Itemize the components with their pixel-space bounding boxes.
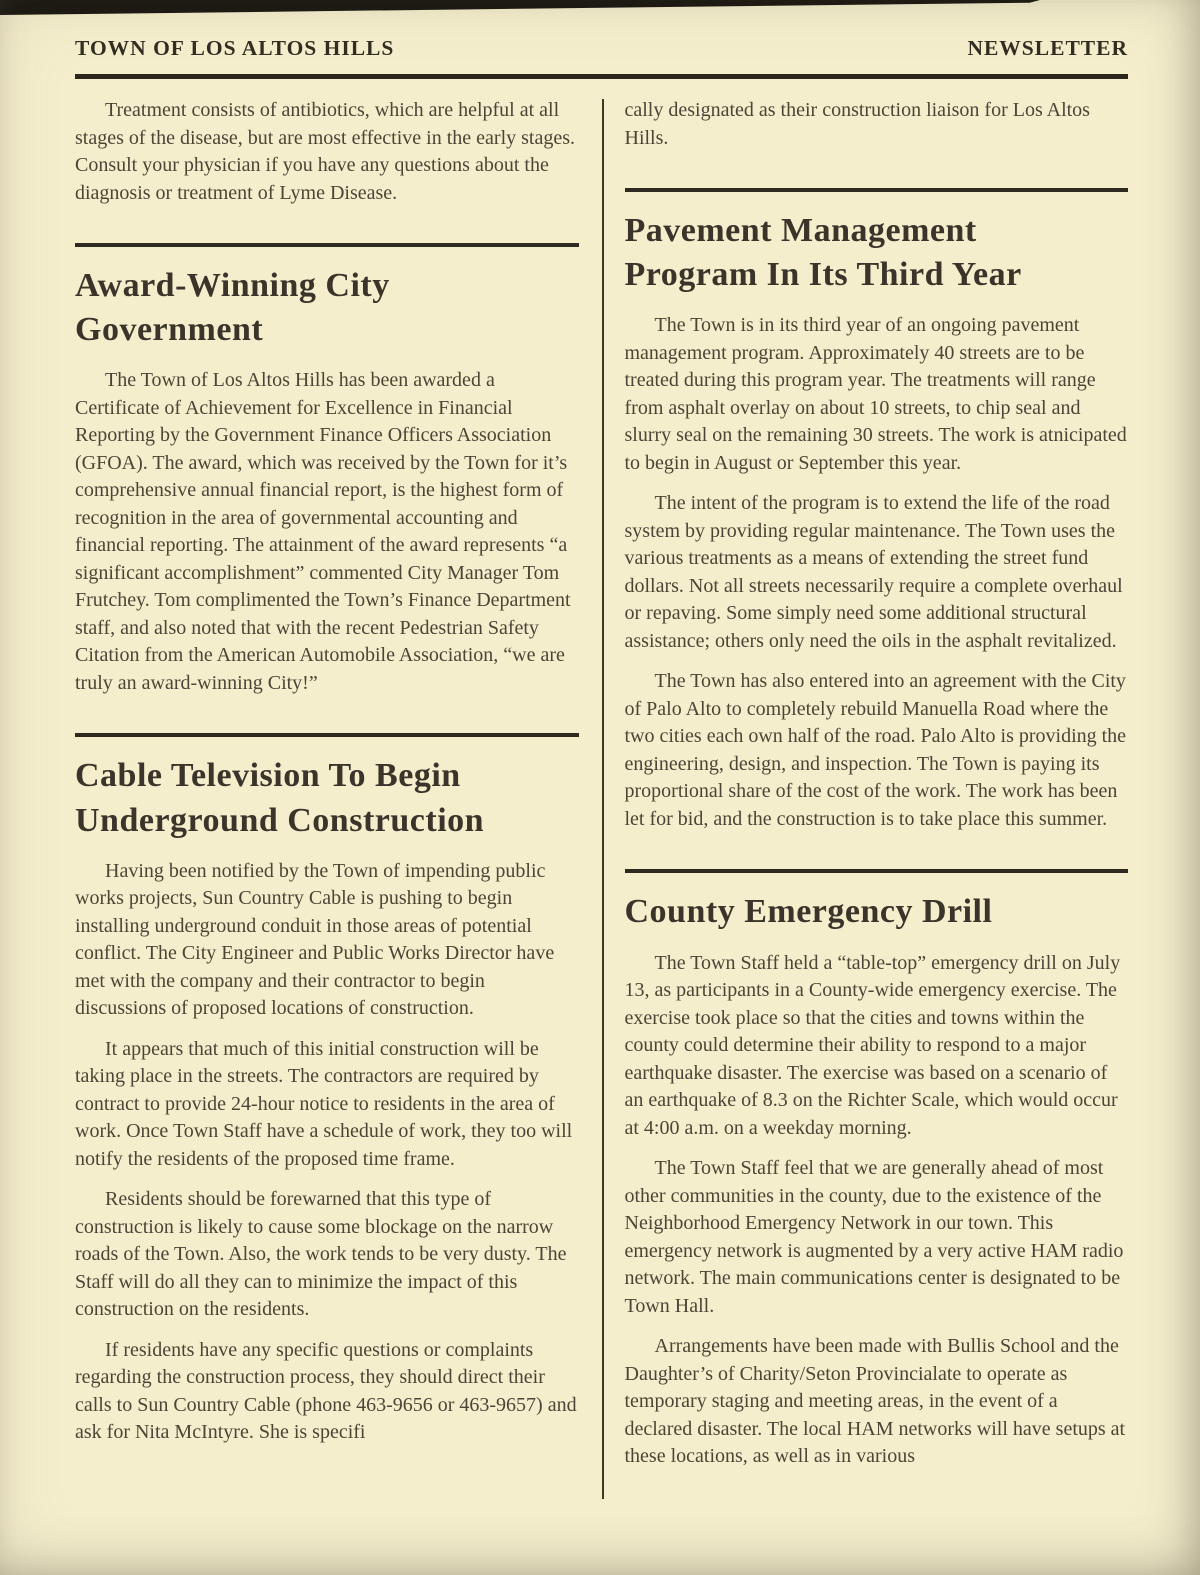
article-title: Award-Winning City Government bbox=[75, 267, 390, 349]
article-paragraph: The Town has also entered into an agreement with the City of Palo Alto to completely rebuild Manuella Road where the two cities each own half of the road. Palo Alto is providing the engineering, design, and inspection. The Town is paying its proportional share of the cost of the work. The work has been let for bid, and the construction is to take place this summer. bbox=[624, 670, 1127, 830]
right-column bbox=[625, 97, 1129, 1559]
article-paragraph: Arrangements have been made with Bullis School and the Daughter’s of Charity/Seton Provincialate to operate as temporary staging and meeting areas, in the event of a declared disaster. The local HAM networks will have setups at these locations, as well as in various bbox=[624, 1335, 1126, 1468]
section-rule bbox=[75, 243, 579, 247]
article-title: Pavement Management Program In Its Third Year bbox=[624, 212, 1022, 294]
article-paragraph: The intent of the program is to extend the life of the road system by providing regular maintenance. The Town uses the various treatments as a means of extending the street fund dollars. Not all streets necessarily require a complete overhaul or repaving. Some simply need some additional structural assistance; others only need the oils in the asphalt revitalized. bbox=[624, 492, 1123, 652]
article-paragraph: It appears that much of this initial construction will be taking place in the streets. The contractors are required by contract to provide 24-hour notice to residents in the area of work. Once Town Staff have a schedule of work, they too will notify the residents of the proposed time frame. bbox=[75, 1037, 573, 1170]
article-county-emergency-drill bbox=[625, 869, 1129, 1470]
article-paragraph: The Town of Los Altos Hills has been awarded a Certificate of Achievement for Excellence in Financial Reporting by the Government Finance Officers Association (GFOA). The award, which was received by the Town for it’s comprehensive annual financial report, is the highest form of recognition in the area of governmental accounting and financial reporting. The attainment of the award represents “a significant accomplishment” commented City Manager Tom Frutchey. Tom complimented the Town’s Finance Department staff, and also noted that with the recent Pedestrian Safety Citation from the American Automobile Association, “we are truly an award-winning City!” bbox=[75, 369, 571, 694]
article-award-winning-city-government bbox=[75, 243, 579, 697]
section-rule bbox=[625, 869, 1129, 873]
cable-liaison-continuation-paragraph: cally designated as their construction liaison for Los Altos Hills. bbox=[624, 99, 1090, 149]
section-rule bbox=[625, 188, 1129, 192]
content-columns bbox=[75, 97, 1128, 1559]
article-paragraph: Having been notified by the Town of impending public works projects, Sun Country Cable is pushing to begin installing underground conduit in those areas of potential conflict. The City Engineer and Public Works Director have met with the company and their contractor to begin discussions of proposed locations of construction. bbox=[75, 859, 555, 1020]
page-header bbox=[75, 36, 1128, 61]
article-title: County Emergency Drill bbox=[624, 893, 993, 931]
article-paragraph: If residents have any specific questions or complaints regarding the construction process, they should direct their calls to Sun Country Cable (phone 463-9656 or 463-9657) and ask for Nita McIntyre. She is specifi bbox=[75, 1338, 577, 1444]
article-paragraph: The Town is in its third year of an ongoing pavement management program. Approximately 40 streets are to be treated during this program year. The treatments will range from asphalt overlay on about 10 streets, to chip seal and slurry seal on the remaining 30 streets. The work is atnicipated to begin in August or September this year. bbox=[624, 314, 1127, 474]
article-title: Cable Television To Begin Underground Construction bbox=[75, 757, 485, 839]
article-paragraph: Residents should be forewarned that this type of construction is likely to cause some blockage on the narrow roads of the Town. Also, the work tends to be very dusty. The Staff will do all they can to minimize the impact of this construction on the residents. bbox=[75, 1188, 567, 1321]
left-column bbox=[75, 97, 579, 1559]
header-rule bbox=[75, 74, 1128, 79]
header-town-title: TOWN OF LOS ALTOS HILLS bbox=[75, 36, 395, 60]
section-rule bbox=[75, 733, 579, 737]
article-paragraph: The Town Staff feel that we are generally ahead of most other communities in the county, due to the existence of the Neighborhood Emergency Network in our town. This emergency network is augmented by a very active HAM radio network. The main communications center is designated to be Town Hall. bbox=[624, 1157, 1124, 1317]
article-cable-television-underground bbox=[75, 733, 579, 1446]
article-paragraph: The Town Staff held a “table-top” emergency drill on July 13, as participants in a County-wide emergency exercise. The exercise took place so that the cities and towns within the county could determine their ability to respond to a major earthquake disaster. The exercise was based on a scenario of an earthquake of 8.3 on the Richter Scale, which would occur at 4:00 a.m. on a weekday morning. bbox=[624, 951, 1121, 1139]
column-divider bbox=[602, 99, 604, 1499]
lyme-treatment-continuation-paragraph: Treatment consists of antibiotics, which are helpful at all stages of the disease, but are most effective in the early stages. Consult your physician if you have any questions about the diagnosis or treatment of Lyme Disease. bbox=[75, 99, 576, 204]
article-pavement-management bbox=[625, 188, 1129, 833]
header-newsletter-title: NEWSLETTER bbox=[967, 36, 1128, 60]
